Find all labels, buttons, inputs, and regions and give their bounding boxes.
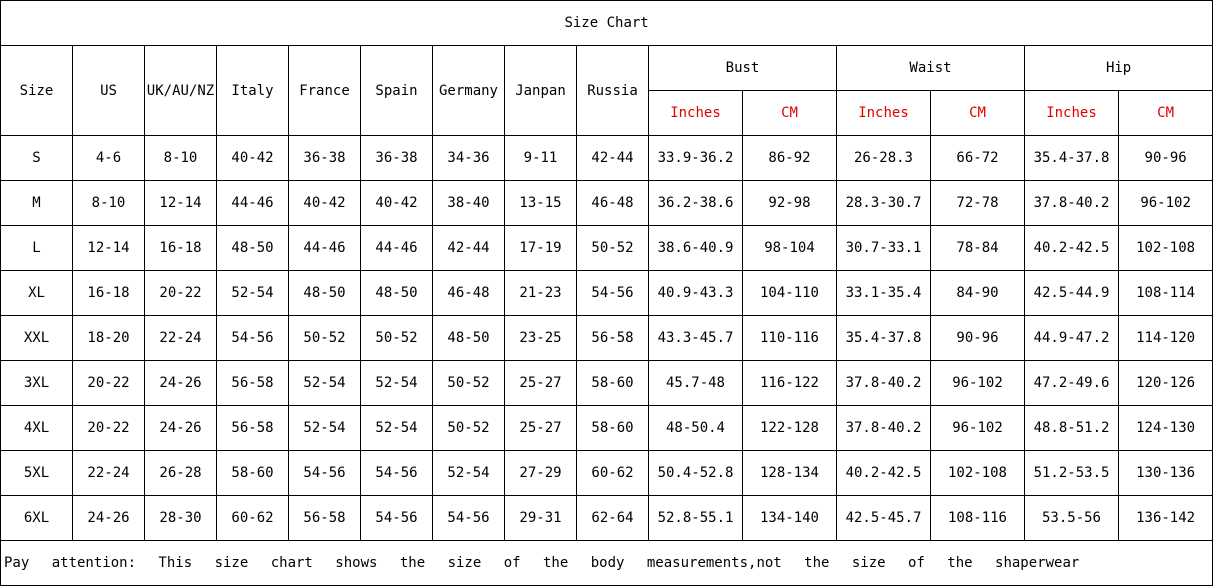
table-cell: 40.2-42.5 — [1025, 226, 1119, 271]
table-cell: 90-96 — [931, 316, 1025, 361]
table-cell: 50-52 — [577, 226, 649, 271]
table-cell: 42-44 — [433, 226, 505, 271]
waist-cm-header: CM — [931, 91, 1025, 136]
table-cell: 26-28.3 — [837, 136, 931, 181]
table-cell: 114-120 — [1119, 316, 1213, 361]
table-cell: XXL — [1, 316, 73, 361]
table-cell: 98-104 — [743, 226, 837, 271]
table-cell: 60-62 — [577, 451, 649, 496]
waist-inches-header: Inches — [837, 91, 931, 136]
table-cell: 26-28 — [145, 451, 217, 496]
table-cell: S — [1, 136, 73, 181]
table-row — [1, 181, 1213, 226]
table-cell: 58-60 — [217, 451, 289, 496]
header-italy: Italy — [217, 46, 289, 136]
table-cell: 25-27 — [505, 361, 577, 406]
header-size: Size — [1, 46, 73, 136]
table-cell: 56-58 — [577, 316, 649, 361]
table-cell: 21-23 — [505, 271, 577, 316]
header-japan: Janpan — [505, 46, 577, 136]
table-cell: 72-78 — [931, 181, 1025, 226]
table-cell: 29-31 — [505, 496, 577, 541]
table-cell: 18-20 — [73, 316, 145, 361]
table-cell: 20-22 — [145, 271, 217, 316]
table-cell: 54-56 — [361, 451, 433, 496]
size-rows — [1, 136, 1213, 541]
table-cell: 56-58 — [289, 496, 361, 541]
table-cell: 116-122 — [743, 361, 837, 406]
chart-title: Size Chart — [1, 1, 1213, 46]
table-cell: XL — [1, 271, 73, 316]
table-cell: 104-110 — [743, 271, 837, 316]
table-cell: 66-72 — [931, 136, 1025, 181]
table-cell: 102-108 — [1119, 226, 1213, 271]
table-cell: 54-56 — [361, 496, 433, 541]
table-cell: 44-46 — [217, 181, 289, 226]
table-cell: 108-114 — [1119, 271, 1213, 316]
table-cell: 42-44 — [577, 136, 649, 181]
table-cell: 102-108 — [931, 451, 1025, 496]
table-cell: 48-50 — [289, 271, 361, 316]
table-cell: 24-26 — [145, 406, 217, 451]
table-cell: 84-90 — [931, 271, 1025, 316]
table-cell: 134-140 — [743, 496, 837, 541]
table-cell: 24-26 — [73, 496, 145, 541]
table-row — [1, 406, 1213, 451]
table-row — [1, 316, 1213, 361]
table-cell: L — [1, 226, 73, 271]
table-cell: 6XL — [1, 496, 73, 541]
table-cell: 52-54 — [361, 406, 433, 451]
table-cell: 48-50 — [217, 226, 289, 271]
table-cell: 50-52 — [433, 406, 505, 451]
table-cell: 16-18 — [73, 271, 145, 316]
table-cell: 48.8-51.2 — [1025, 406, 1119, 451]
table-cell: 35.4-37.8 — [837, 316, 931, 361]
table-cell: 17-19 — [505, 226, 577, 271]
table-cell: 47.2-49.6 — [1025, 361, 1119, 406]
table-cell: 33.1-35.4 — [837, 271, 931, 316]
header-germany: Germany — [433, 46, 505, 136]
table-cell: 8-10 — [145, 136, 217, 181]
table-cell: 40-42 — [361, 181, 433, 226]
table-cell: 44-46 — [361, 226, 433, 271]
table-cell: 120-126 — [1119, 361, 1213, 406]
table-cell: 52-54 — [433, 451, 505, 496]
table-cell: 28.3-30.7 — [837, 181, 931, 226]
table-cell: 16-18 — [145, 226, 217, 271]
table-cell: 62-64 — [577, 496, 649, 541]
table-cell: 48-50.4 — [649, 406, 743, 451]
table-cell: 56-58 — [217, 406, 289, 451]
table-cell: 58-60 — [577, 361, 649, 406]
table-cell: 22-24 — [73, 451, 145, 496]
table-cell: 52-54 — [289, 361, 361, 406]
table-cell: 40.2-42.5 — [837, 451, 931, 496]
table-cell: 9-11 — [505, 136, 577, 181]
table-cell: 33.9-36.2 — [649, 136, 743, 181]
table-cell: 44-46 — [289, 226, 361, 271]
table-cell: 78-84 — [931, 226, 1025, 271]
table-row — [1, 361, 1213, 406]
table-cell: 38-40 — [433, 181, 505, 226]
header-bust: Bust — [649, 46, 837, 91]
table-cell: 53.5-56 — [1025, 496, 1119, 541]
table-cell: 40.9-43.3 — [649, 271, 743, 316]
table-cell: 40-42 — [289, 181, 361, 226]
table-cell: 13-15 — [505, 181, 577, 226]
bust-inches-header: Inches — [649, 91, 743, 136]
hip-inches-header: Inches — [1025, 91, 1119, 136]
table-cell: 60-62 — [217, 496, 289, 541]
table-cell: 128-134 — [743, 451, 837, 496]
table-cell: 56-58 — [217, 361, 289, 406]
table-cell: 122-128 — [743, 406, 837, 451]
table-cell: 54-56 — [217, 316, 289, 361]
table-cell: M — [1, 181, 73, 226]
header-us: US — [73, 46, 145, 136]
table-cell: 28-30 — [145, 496, 217, 541]
table-cell: 46-48 — [577, 181, 649, 226]
table-cell: 48-50 — [361, 271, 433, 316]
header-uk-au-nz: UK/AU/NZ — [145, 46, 217, 136]
table-cell: 54-56 — [289, 451, 361, 496]
table-cell: 3XL — [1, 361, 73, 406]
table-cell: 37.8-40.2 — [837, 361, 931, 406]
attention-note: Pay attention: This size chart shows the size of the body measurements,not the size of the shaperwear — [1, 541, 1213, 586]
table-cell: 27-29 — [505, 451, 577, 496]
table-cell: 42.5-45.7 — [837, 496, 931, 541]
table-cell: 45.7-48 — [649, 361, 743, 406]
table-cell: 58-60 — [577, 406, 649, 451]
table-cell: 24-26 — [145, 361, 217, 406]
table-cell: 4-6 — [73, 136, 145, 181]
table-cell: 12-14 — [73, 226, 145, 271]
table-cell: 5XL — [1, 451, 73, 496]
table-cell: 50-52 — [361, 316, 433, 361]
table-cell: 20-22 — [73, 361, 145, 406]
table-cell: 46-48 — [433, 271, 505, 316]
table-cell: 54-56 — [433, 496, 505, 541]
table-cell: 52.8-55.1 — [649, 496, 743, 541]
table-cell: 23-25 — [505, 316, 577, 361]
table-cell: 34-36 — [433, 136, 505, 181]
table-cell: 48-50 — [433, 316, 505, 361]
table-cell: 52-54 — [289, 406, 361, 451]
table-cell: 36-38 — [361, 136, 433, 181]
table-cell: 42.5-44.9 — [1025, 271, 1119, 316]
table-cell: 8-10 — [73, 181, 145, 226]
header-waist: Waist — [837, 46, 1025, 91]
table-cell: 52-54 — [361, 361, 433, 406]
table-cell: 124-130 — [1119, 406, 1213, 451]
header-france: France — [289, 46, 361, 136]
table-cell: 35.4-37.8 — [1025, 136, 1119, 181]
table-cell: 96-102 — [1119, 181, 1213, 226]
table-cell: 136-142 — [1119, 496, 1213, 541]
table-cell: 50-52 — [433, 361, 505, 406]
table-cell: 22-24 — [145, 316, 217, 361]
table-cell: 130-136 — [1119, 451, 1213, 496]
table-cell: 36-38 — [289, 136, 361, 181]
table-cell: 36.2-38.6 — [649, 181, 743, 226]
table-row — [1, 451, 1213, 496]
table-cell: 37.8-40.2 — [1025, 181, 1119, 226]
table-cell: 38.6-40.9 — [649, 226, 743, 271]
table-cell: 30.7-33.1 — [837, 226, 931, 271]
table-cell: 25-27 — [505, 406, 577, 451]
header-russia: Russia — [577, 46, 649, 136]
table-cell: 110-116 — [743, 316, 837, 361]
table-cell: 51.2-53.5 — [1025, 451, 1119, 496]
table-cell: 43.3-45.7 — [649, 316, 743, 361]
table-cell: 50.4-52.8 — [649, 451, 743, 496]
bust-cm-header: CM — [743, 91, 837, 136]
table-cell: 50-52 — [289, 316, 361, 361]
table-cell: 12-14 — [145, 181, 217, 226]
table-cell: 96-102 — [931, 361, 1025, 406]
table-cell: 40-42 — [217, 136, 289, 181]
table-row — [1, 496, 1213, 541]
table-cell: 92-98 — [743, 181, 837, 226]
table-cell: 44.9-47.2 — [1025, 316, 1119, 361]
table-cell: 108-116 — [931, 496, 1025, 541]
table-cell: 20-22 — [73, 406, 145, 451]
table-cell: 54-56 — [577, 271, 649, 316]
table-row — [1, 226, 1213, 271]
table-row — [1, 271, 1213, 316]
table-cell: 52-54 — [217, 271, 289, 316]
table-row — [1, 136, 1213, 181]
header-spain: Spain — [361, 46, 433, 136]
table-cell: 86-92 — [743, 136, 837, 181]
table-cell: 96-102 — [931, 406, 1025, 451]
table-cell: 4XL — [1, 406, 73, 451]
table-cell: 37.8-40.2 — [837, 406, 931, 451]
hip-cm-header: CM — [1119, 91, 1213, 136]
table-cell: 90-96 — [1119, 136, 1213, 181]
header-hip: Hip — [1025, 46, 1213, 91]
